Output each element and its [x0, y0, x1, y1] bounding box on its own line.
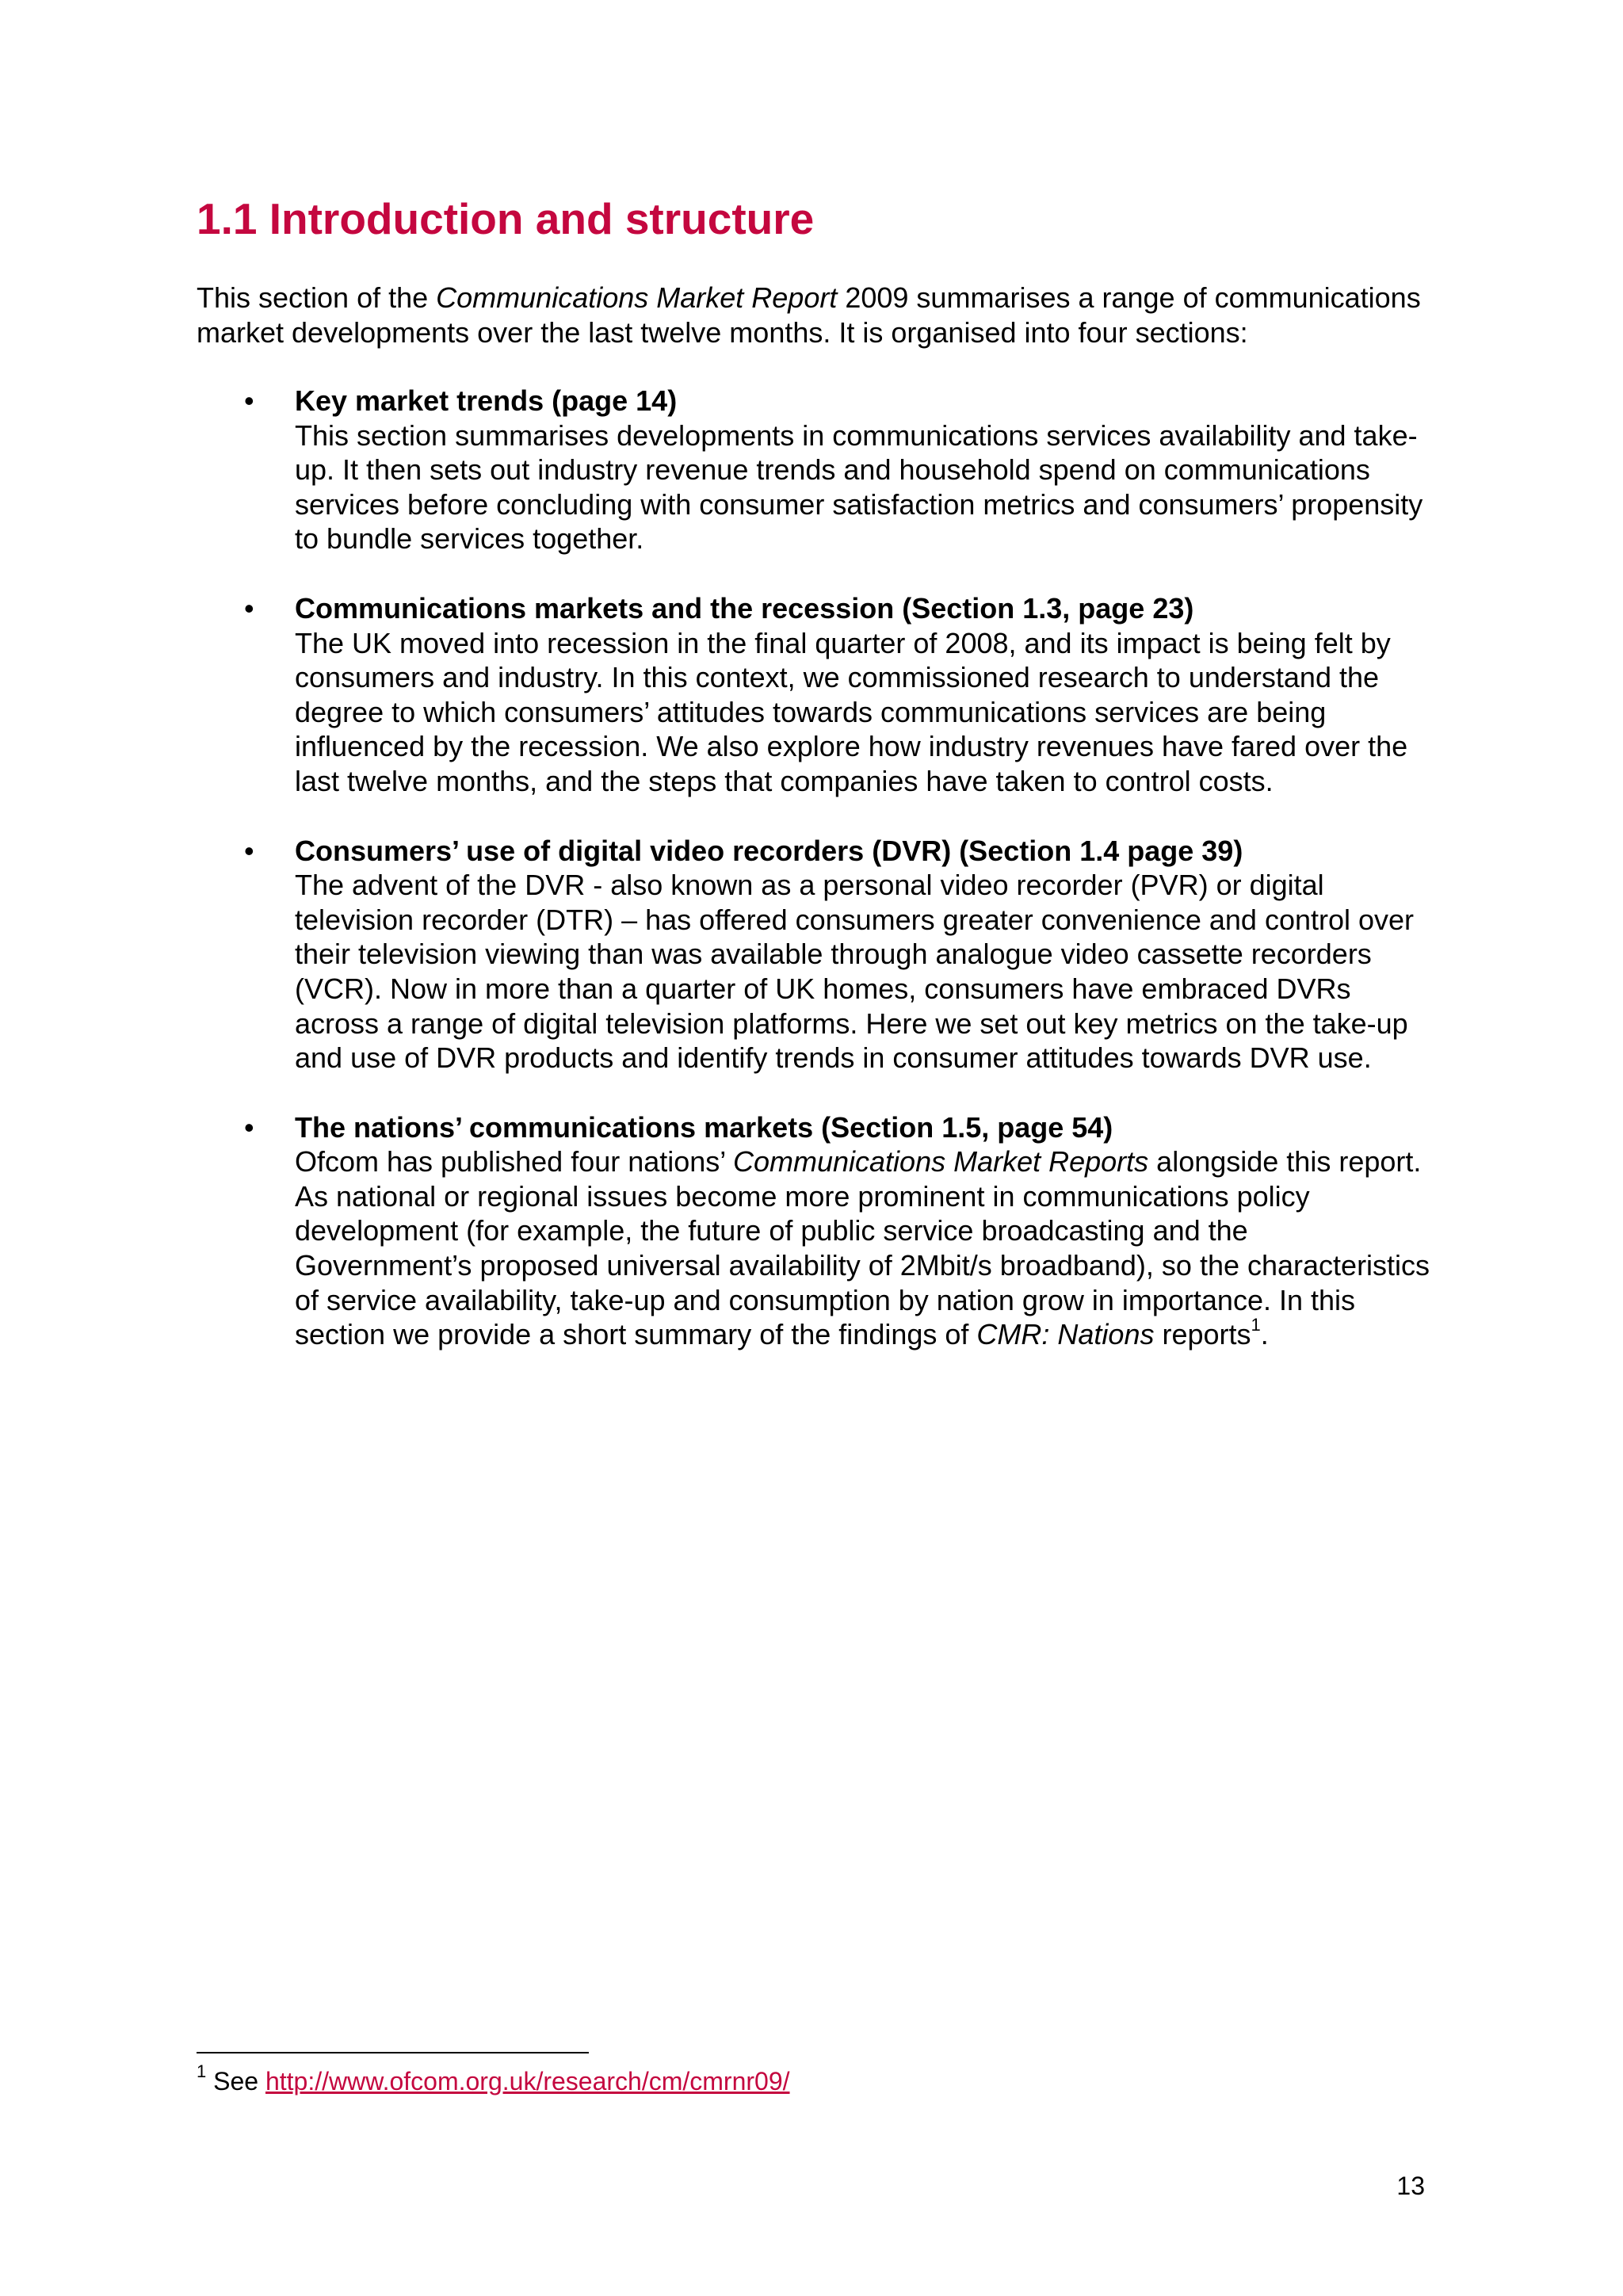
footnote-number: 1: [197, 2061, 207, 2082]
footnote-text: See: [206, 2067, 265, 2095]
bullet-icon: •: [244, 591, 254, 625]
list-item: [197, 1110, 1433, 1352]
bullet-icon: •: [244, 834, 254, 867]
nations-body-italic2: CMR: Nations: [976, 1318, 1155, 1351]
list-item-body: The UK moved into recession in the final quarter of 2008, and its impact is being felt by consumers and industry. In this context, we commissioned research to understand the degree to which consumers’ attitudes towards communications services are being influenced by the recession. We also explore how industry revenues have fared over the last twelve months, and the steps that companies have taken to control costs.: [295, 626, 1408, 797]
list-item-body: This section summarises developments in communications services availability and take-up. It then sets out industry revenue trends and household spend on communications services before concluding with consumer satisfaction metrics and consumers’ propensity to bundle services together.: [295, 418, 1423, 556]
list-item: [197, 591, 1433, 799]
main-content: [197, 190, 1433, 1387]
nations-body-end: .: [1260, 1318, 1269, 1351]
footnote-link[interactable]: http://www.ofcom.org.uk/research/cm/cmrnr09/: [265, 2067, 790, 2095]
sections-list: [197, 384, 1433, 1352]
footnote: [197, 2061, 790, 2097]
bullet-icon: •: [244, 384, 254, 417]
section-heading: 1.1 Introduction and structure: [197, 194, 815, 243]
nations-body-part1: Ofcom has published four nations’: [295, 1145, 733, 1179]
intro-text-after: 2009 summarises a range of communications market developments over the last twelve months. It is organised into four sections:: [197, 281, 1421, 349]
list-item-title: Consumers’ use of digital video recorders (DVR) (Section 1.4 page 39): [295, 834, 1243, 867]
list-item-title: The nations’ communications markets (Section 1.5, page 54): [295, 1110, 1113, 1144]
page-number: 13: [1396, 2172, 1425, 2200]
list-item: [197, 834, 1433, 1075]
nations-body-part2: alongside this report. As national or regional issues become more prominent in communications policy development (for example, the future of public service broadcasting and the Government’s proposed universal availability of 2Mbit/s broadband), so the characteristics of service availability, take-up and consumption by nation grow in importance. In this section we provide a short summary of the findings of: [295, 1145, 1430, 1351]
nations-body-part3: reports: [1154, 1318, 1251, 1351]
footnote-divider: [197, 2052, 589, 2053]
list-item-body: The advent of the DVR - also known as a personal video recorder (PVR) or digital television recorder (DTR) – has offered consumers greater convenience and control over their television viewing than was available through analogue video cassette recorders (VCR). Now in more than a quarter of UK homes, consumers have embraced DVRs across a range of digital television platforms. Here we set out key metrics on the take-up and use of DVR products and identify trends in consumer attitudes towards DVR use.: [295, 869, 1415, 1075]
bullet-icon: •: [244, 1110, 254, 1144]
intro-text-before: This section of the: [197, 281, 437, 314]
intro-report-name: Communications Market Report: [436, 281, 838, 314]
list-item-title: Key market trends (page 14): [295, 384, 678, 417]
footnote-reference[interactable]: 1: [1251, 1315, 1261, 1335]
intro-paragraph: [197, 281, 1433, 350]
nations-body-italic1: Communications Market Reports: [732, 1145, 1149, 1179]
list-item: [197, 384, 1433, 556]
list-item-title: Communications markets and the recession (Section 1.3, page 23): [295, 591, 1194, 625]
list-item-body: [295, 1144, 1433, 1352]
